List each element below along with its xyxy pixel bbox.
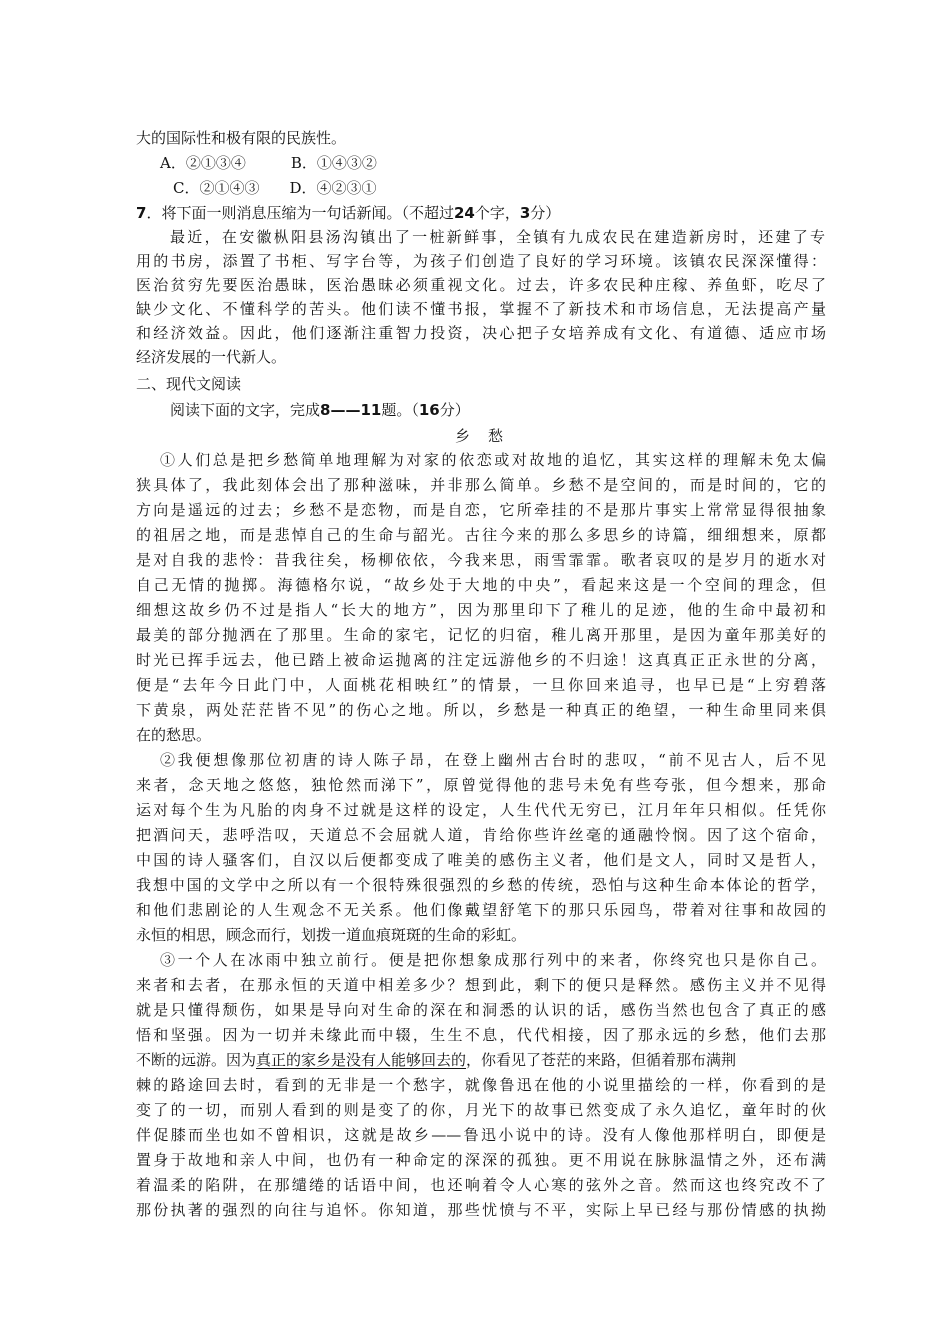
part-score: 16 <box>418 401 440 419</box>
passage-line: 便是“去年今日此门中，人面桃花相映红”的情景，一旦你回来追寻，也早已是“上穷碧落 <box>136 676 826 694</box>
passage-line: 和他们悲剧论的人生观念不无关系。他们像戴望舒笔下的那只乐园鸟，带着对往事和故园的 <box>136 901 826 919</box>
question-number: 7 <box>136 204 147 222</box>
option-c-d: C．②①④③ D．④②③① <box>173 179 377 197</box>
passage-line: 把酒问天，悲呼浩叹，天道总不会屈就人道，肯给你些许丝毫的通融怜悯。因了这个宿命， <box>136 826 826 844</box>
passage-line: 我想中国的文学中之所以有一个很特殊很强烈的乡愁的传统，恐怕与这种生命本体论的哲学， <box>136 876 826 894</box>
passage-line: 时光已挥手远去，他已踏上被命运抛离的注定远游他乡的不归途！这真真正正永世的分离， <box>136 651 826 669</box>
score: 3 <box>519 204 531 222</box>
passage-line: 来者，念天地之悠悠，独怆然而涕下”，原曾觉得他的悲号未免有些夸张，但今想来，那命 <box>136 776 826 794</box>
news-line: 用的书房，添置了书柜、写字台等，为孩子们创造了良好的学习环境。该镇农民深深懂得： <box>136 252 826 270</box>
text-before-underline: 不断的远游。因为 <box>136 1051 257 1069</box>
instr-c: 分） <box>439 401 470 419</box>
passage-line: 在的愁思。 <box>136 726 212 744</box>
passage-line: 细想这故乡仍不过是指人“长大的地方”，因为那里印下了稚儿的足迹，他的生命中最初和 <box>136 601 826 619</box>
text-after-underline: ，你看见了苍茫的来路，但循着那布满荆 <box>466 1051 737 1069</box>
passage-title: 乡愁 <box>455 427 522 445</box>
prev-line: 大的国际性和极有限的民族性。 <box>136 129 347 147</box>
passage-line: 棘的路途回去时，看到的无非是一个愁字，就像鲁迅在他的小说里描绘的一样，你看到的是 <box>136 1076 826 1094</box>
passage-line: ②我便想像那位初唐的诗人陈子昂，在登上幽州古台时的悲叹，“前不见古人，后不见 <box>160 751 826 769</box>
passage-line: 自己无情的抛掷。海德格尔说，“故乡处于大地的中央”，看起来这是一个空间的理念，但 <box>136 576 826 594</box>
passage-line: 狭具体了，我此刻体会出了那种滋味，并非那么简单。乡愁不是空间的，而是时间的，它的 <box>136 476 826 494</box>
prompt-end: 分） <box>530 204 561 222</box>
prompt-text: ．将下面一则消息压缩为一句话新闻。（不超过 <box>146 204 454 222</box>
passage-line: ①人们总是把乡愁简单地理解为对家的依恋或对故地的追忆，其实这样的理解未免太偏 <box>160 451 826 469</box>
news-line: 最近，在安徽枞阳县汤沟镇出了一桩新鲜事，全镇有九成农民在建造新房时，还建了专 <box>170 228 825 246</box>
passage-line: 那份执著的强烈的向往与追怀。你知道，那些忧愤与不平，实际上早已经与那份情感的执拗 <box>136 1201 826 1219</box>
passage-line: 永恒的相思，顾念而行，划拨一道血痕斑斑的生命的彩虹。 <box>136 926 527 944</box>
question-range: 8——11 <box>320 401 382 419</box>
passage-line: 是对自我的悲怜：昔我往矣，杨柳依依，今我来思，雨雪霏霏。歌者哀叹的是岁月的逝水对 <box>136 551 826 569</box>
passage-line: 最美的部分抛洒在了那里。生命的家宅，记忆的归宿，稚儿离开那里，是因为童年那美好的 <box>136 626 826 644</box>
prompt-mid: 个字， <box>474 204 520 222</box>
passage-line: 的祖居之地，而是悲悼自己的生命与韶光。古往今来的那么多思乡的诗篇，细细想来，原都 <box>136 526 826 544</box>
part-2-heading: 二、现代文阅读 <box>136 375 242 393</box>
passage-line: ③一个人在冰雨中独立前行。便是把你想象成那行列中的来者，你终究也只是你自己。 <box>160 951 826 969</box>
question-7-prompt <box>136 203 826 223</box>
instr-b: 题。（ <box>381 401 419 419</box>
passage-line: 置身于故地和亲人中间，也仍有一种命定的深深的孤独。更不用说在脉脉温情之外，还布满 <box>136 1151 826 1169</box>
passage-line: 着温柔的陷阱，在那缱绻的话语中间，也还响着令人心寒的弦外之音。然而这也终究改不了 <box>136 1176 826 1194</box>
reading-instruction <box>170 400 860 420</box>
passage-line: 伴促膝而坐也如不曾相识，这就是故乡——鲁迅小说中的诗。没有人像他那样明白，即便是 <box>136 1126 826 1144</box>
passage-line: 变了的一切，而别人看到的则是变了的你，月光下的故事已然变成了永久追忆，童年时的伙 <box>136 1101 826 1119</box>
passage-line: 来者和去者，在那永恒的天道中相差多少？想到此，剩下的便只是释然。感伤主义并不见得 <box>136 976 826 994</box>
option-a-b: A．②①③④ B．①④③② <box>160 154 377 172</box>
passage-line: 就是只懂得颓伤，如果是导向对生命的深在和洞悉的认识的话，感伤当然也包含了真正的感 <box>136 1001 826 1019</box>
passage-line: 悟和坚强。因为一切并未缘此而中辍，生生不息，代代相接，因了那永远的乡愁，他们去那 <box>136 1026 826 1044</box>
passage-line: 中国的诗人骚客们，自汉以后便都变成了唯美的感伤主义者，他们是文人，同时又是哲人， <box>136 851 826 869</box>
word-limit: 24 <box>453 204 475 222</box>
news-line: 医治贫穷先要医治愚昧，医治愚昧必须重视文化。过去，许多农民种庄稼、养鱼虾，吃尽了 <box>136 276 826 294</box>
instr-a: 阅读下面的文字，完成 <box>170 401 321 419</box>
passage-line: 下黄泉，两处茫茫皆不见”的伤心之地。所以，乡愁是一种真正的绝望，一种生命里同来俱 <box>136 701 826 719</box>
passage-line: 运对每个生为凡胎的肉身不过就是这样的设定，人生代代无穷已，江月年年只相似。任凭你 <box>136 801 826 819</box>
passage-line-underlined <box>136 1050 826 1070</box>
passage-line: 方向是遥远的过去；乡愁不是恋物，而是自恋，它所牵挂的不是那片事实上常常显得很抽象 <box>136 501 826 519</box>
news-line: 经济发展的一代新人。 <box>136 348 287 366</box>
underlined-sentence: 真正的家乡是没有人能够回去的 <box>256 1051 467 1069</box>
news-line: 和经济效益。因此，他们逐渐注重智力投资，决心把子女培养成有文化、有道德、适应市场 <box>136 324 826 342</box>
news-line: 缺少文化、不懂科学的苦头。他们读不懂书报，掌握不了新技术和市场信息，无法提高产量 <box>136 300 826 318</box>
